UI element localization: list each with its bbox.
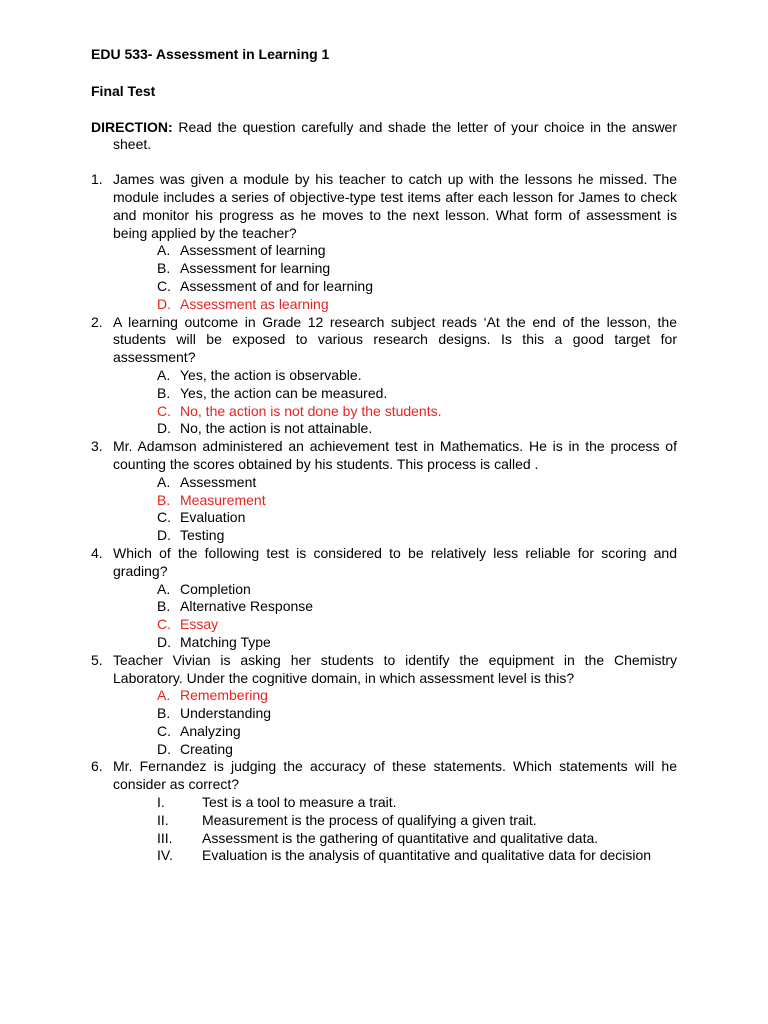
answer-choice-correct — [113, 296, 677, 314]
choice-letter: A. — [157, 242, 171, 259]
choice-letter: A. — [157, 580, 171, 597]
choice-text: Assessment is the gathering of quantitative and qualitative data. — [202, 829, 599, 846]
choice-letter: A. — [157, 687, 171, 704]
answer-choice — [113, 581, 677, 599]
answer-choice — [113, 830, 677, 848]
answer-choice — [113, 260, 677, 278]
choice-letter: III. — [157, 829, 173, 846]
question-number: 4. — [91, 544, 103, 561]
choice-letter: A. — [157, 366, 171, 383]
choice-text: Completion — [180, 580, 251, 597]
choice-text: Assessment for learning — [180, 260, 331, 277]
question-item — [91, 438, 677, 545]
choice-text: Evaluation is the analysis of quantitative and qualitative data for decision — [202, 847, 652, 864]
choice-letter: D. — [157, 420, 171, 437]
choice-text: Alternative Response — [180, 598, 314, 615]
choice-letter: C. — [157, 277, 171, 294]
choice-text: Yes, the action can be measured. — [180, 384, 388, 401]
choice-letter: D. — [157, 740, 171, 757]
question-text: Mr. Fernandez is judging the accuracy of these statements. Which statements will he consider as correct? — [113, 758, 677, 793]
question-number: 3. — [91, 438, 103, 455]
choice-letter: D. — [157, 527, 171, 544]
question-text: Which of the following test is considered to be relatively less reliable for scoring and grading? — [113, 544, 677, 579]
choice-text: Analyzing — [180, 722, 241, 739]
question-number: 2. — [91, 313, 103, 330]
question-number: 6. — [91, 758, 103, 775]
choice-letter: C. — [157, 402, 171, 419]
answer-choice — [113, 367, 677, 385]
choice-letter: D. — [157, 295, 171, 312]
direction-paragraph — [91, 119, 677, 155]
choice-text: Test is a tool to measure a trait. — [202, 794, 397, 811]
answer-choice — [113, 474, 677, 492]
choice-text: Remembering — [180, 687, 268, 704]
answer-choice-correct — [113, 687, 677, 705]
question-text: James was given a module by his teacher to catch up with the lessons he missed. The module includes a series of objective-type test items after each lesson for James to check and monitor his progress as he moves to the next lesson. What form of assessment is being applied by the teacher? — [113, 171, 677, 241]
choice-text: Yes, the action is observable. — [180, 366, 362, 383]
answer-choice — [113, 741, 677, 759]
direction-label: DIRECTION: — [91, 118, 173, 135]
answer-choice-correct — [113, 616, 677, 634]
question-item — [91, 545, 677, 652]
choice-text: Evaluation — [180, 509, 246, 526]
choice-letter: B. — [157, 384, 171, 401]
question-item — [91, 758, 677, 865]
question-number: 5. — [91, 651, 103, 668]
choice-letter: C. — [157, 616, 171, 633]
answer-choice — [113, 847, 677, 865]
answer-choice — [113, 634, 677, 652]
question-item — [91, 314, 677, 439]
answer-choice — [113, 509, 677, 527]
question-text: Teacher Vivian is asking her students to identify the equipment in the Chemistry Laboratory. Under the cognitive domain, in which assessment level is this? — [113, 651, 677, 686]
choice-text: Understanding — [180, 705, 272, 722]
answer-choice — [113, 794, 677, 812]
answer-choice — [113, 242, 677, 260]
question-text: A learning outcome in Grade 12 research subject reads ‘At the end of the lesson, the students will be exposed to various research designs. Is this a good target for assessment? — [113, 313, 677, 366]
choice-text: Creating — [180, 740, 233, 757]
choice-letter: B. — [157, 705, 171, 722]
choice-text: Assessment of and for learning — [180, 277, 373, 294]
choice-letter: D. — [157, 633, 171, 650]
choice-letter: A. — [157, 473, 171, 490]
question-item — [91, 652, 677, 759]
answer-choice — [113, 278, 677, 296]
answer-choice — [113, 420, 677, 438]
choice-text: Testing — [180, 527, 225, 544]
choice-letter: B. — [157, 598, 171, 615]
answer-choice — [113, 812, 677, 830]
choice-text: No, the action is not attainable. — [180, 420, 373, 437]
choice-letter: C. — [157, 509, 171, 526]
direction-text: Read the question carefully and shade the letter of your choice in the answer sheet. — [113, 118, 678, 153]
choice-letter: II. — [157, 811, 169, 828]
answer-choice — [113, 705, 677, 723]
answer-choice-correct — [113, 403, 677, 421]
answer-choice — [113, 527, 677, 545]
choice-text: Measurement is the process of qualifying a given trait. — [202, 811, 537, 828]
question-item — [91, 171, 677, 313]
question-text: Mr. Adamson administered an achievement test in Mathematics. He is in the process of counting the scores obtained by his students. This process is called . — [113, 438, 677, 472]
answer-choice — [113, 723, 677, 741]
choice-text: Matching Type — [180, 633, 271, 650]
question-number: 1. — [91, 171, 103, 188]
choice-letter: C. — [157, 722, 171, 739]
choice-letter: B. — [157, 260, 171, 277]
choice-letter: B. — [157, 491, 171, 508]
choice-text: Assessment as learning — [180, 295, 329, 312]
choice-text: Assessment — [180, 473, 257, 490]
choice-text: No, the action is not done by the students. — [180, 402, 442, 419]
choice-letter: I. — [157, 794, 165, 811]
question-list — [91, 171, 677, 865]
choice-text: Assessment of learning — [180, 242, 326, 259]
document-content — [91, 46, 677, 865]
answer-choice — [113, 598, 677, 616]
test-title: Final Test — [91, 82, 156, 99]
answer-choice — [113, 385, 677, 403]
course-title: EDU 533- Assessment in Learning 1 — [91, 46, 330, 62]
choice-text: Measurement — [180, 491, 266, 508]
choice-letter: IV. — [157, 847, 173, 864]
choice-text: Essay — [180, 616, 219, 633]
answer-choice-correct — [113, 492, 677, 510]
